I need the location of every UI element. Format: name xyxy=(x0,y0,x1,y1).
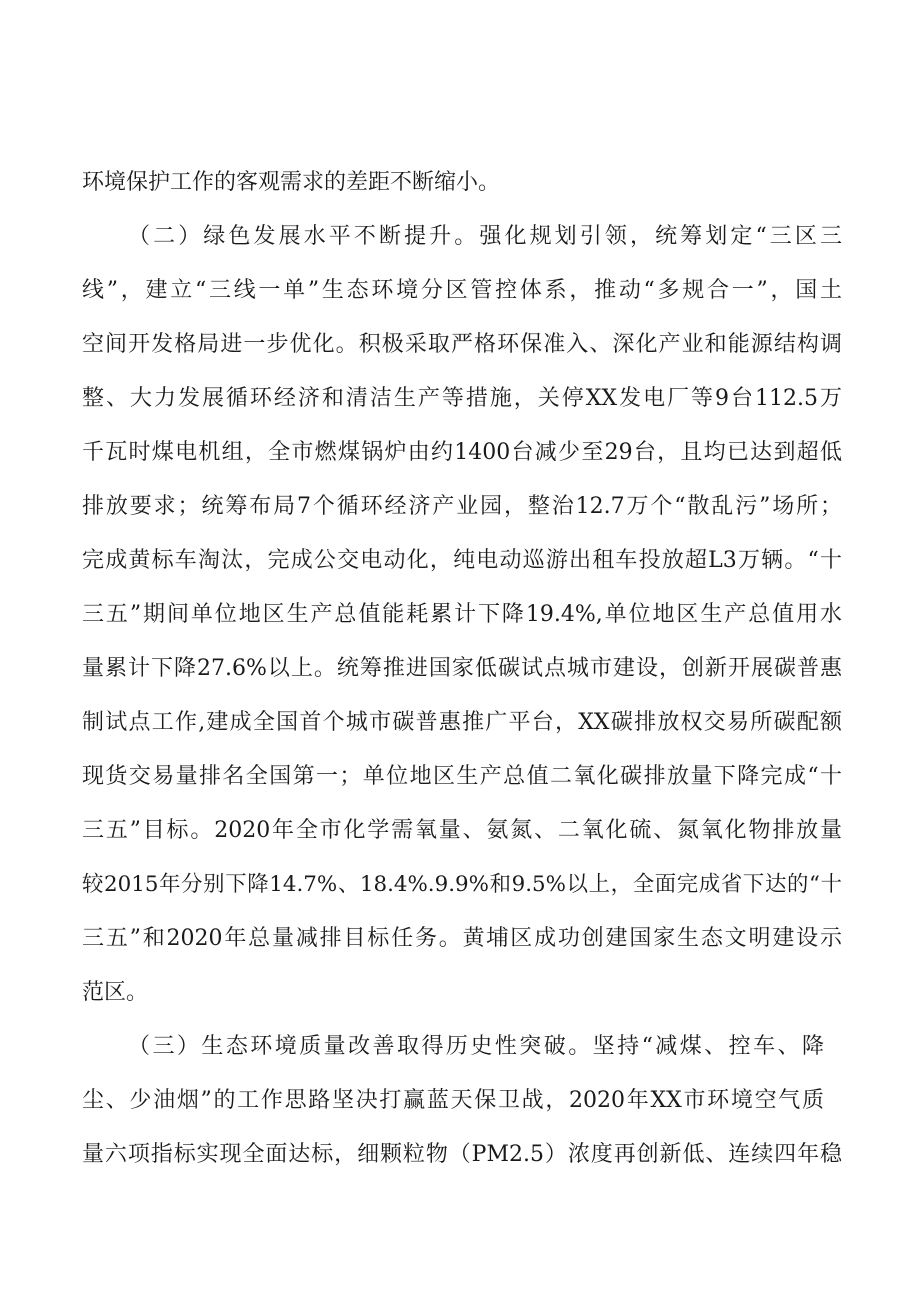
text-line: 范区。 xyxy=(82,980,149,1005)
section-heading-line: （三）生态环境质量改善取得历史性突破。坚持“减煤、控车、降 xyxy=(128,1034,824,1059)
text-line: 完成黄标车淘汰，完成公交电动化，纯电动巡游出租车投放超L3万辆。“十 xyxy=(82,548,842,573)
text-line: 尘、少油烟”的工作思路坚决打赢蓝天保卫战，2020年XX市环境空气质 xyxy=(82,1088,824,1113)
text-line: 千瓦时煤电机组，全市燃煤锅炉由约1400台减少至29台，且均已达到超低 xyxy=(82,440,842,465)
text-line: 量累计下降27.6%以上。统筹推进国家低碳试点城市建设，创新开展碳普惠 xyxy=(82,656,842,681)
text-line: 量六项指标实现全面达标，细颗粒物（PM2.5）浓度再创新低、连续四年稳 xyxy=(82,1142,842,1167)
text-line: 三五”和2020年总量减排目标任务。黄埔区成功创建国家生态文明建设示 xyxy=(82,926,842,951)
text-line: 整、大力发展循环经济和清洁生产等措施，关停XX发电厂等9台112.5万 xyxy=(82,386,842,411)
section-heading-line: （二）绿色发展水平不断提升。强化规划引领，统筹划定“三区三 xyxy=(128,224,842,249)
text-line: 线”，建立“三线一单”生态环境分区管控体系，推动“多规合一”，国土 xyxy=(82,278,842,303)
text-line: 环境保护工作的客观需求的差距不断缩小。 xyxy=(82,170,501,195)
text-line: 较2015年分别下降14.7%、18.4%.9.9%和9.5%以上，全面完成省下达的“十 xyxy=(82,872,842,897)
text-line: 制试点工作,建成全国首个城市碳普惠推广平台，XX碳排放权交易所碳配额 xyxy=(82,710,842,735)
text-line: 排放要求；统筹布局7个循环经济产业园，整治12.7万个“散乱污”场所； xyxy=(82,494,842,519)
text-line: 现货交易量排名全国第一；单位地区生产总值二氧化碳排放量下降完成“十 xyxy=(82,764,842,789)
text-line: 空间开发格局进一步优化。积极采取严格环保准入、深化产业和能源结构调 xyxy=(82,332,842,357)
text-line: 三五”目标。2020年全市化学需氧量、氨氮、二氧化硫、氮氧化物排放量 xyxy=(82,818,842,843)
text-line: 三五”期间单位地区生产总值能耗累计下降19.4%,单位地区生产总值用水 xyxy=(82,602,842,627)
